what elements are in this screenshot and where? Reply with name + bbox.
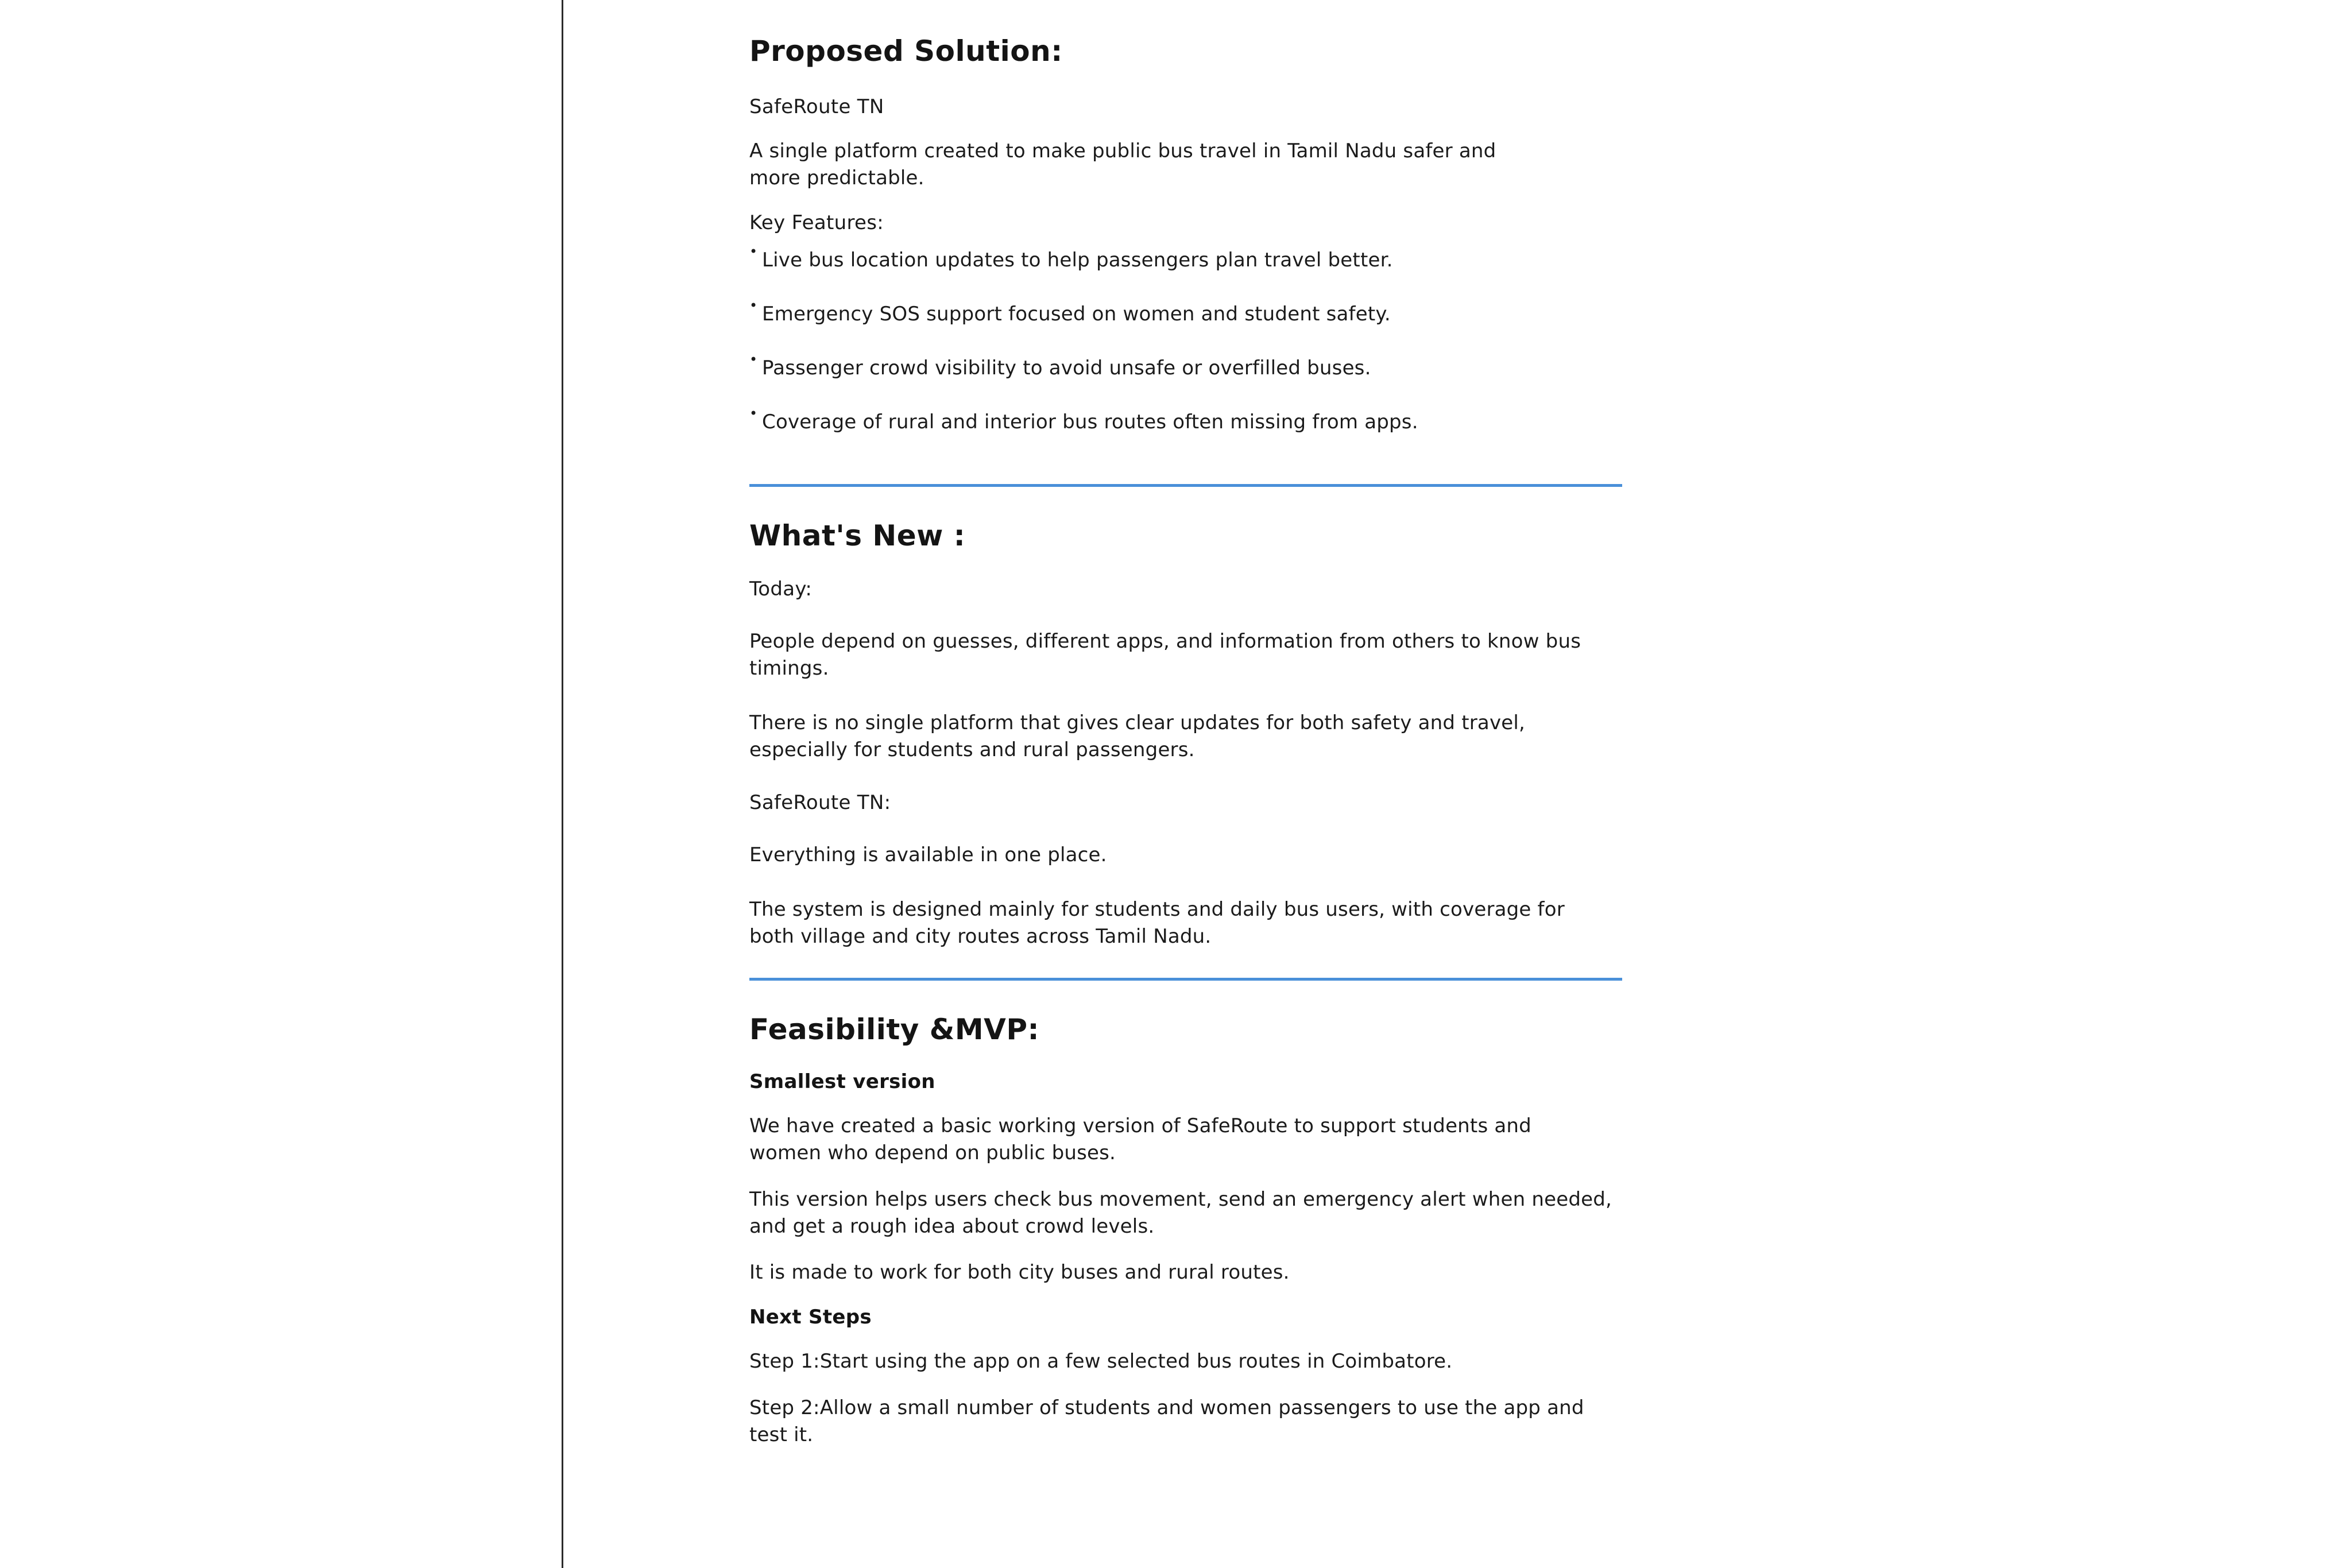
today-label: Today: (749, 578, 813, 601)
document-body (749, 0, 1622, 1449)
section-title-proposed-solution: Proposed Solution: (749, 34, 1063, 68)
saferoute-paragraph-1: Everything is available in one place. (749, 843, 1107, 867)
spacer-top (749, 0, 1622, 34)
spacer (749, 1093, 1622, 1113)
spacer (749, 981, 1622, 1013)
list-item: • Live bus location updates to help passengers plan travel better. (749, 247, 1622, 274)
key-features-list (749, 247, 1622, 436)
spacer (749, 950, 1622, 978)
next-steps-label: Next Steps (749, 1306, 872, 1329)
smallest-version-label: Smallest version (749, 1070, 935, 1093)
smallest-version-paragraph-2: This version helps users check bus movement, send an emergency alert when needed, and get a rough idea about crowd levels. (749, 1187, 1612, 1238)
next-step-2: Step 2:Allow a small number of students and women passengers to use the app and test it. (749, 1396, 1584, 1447)
spacer (749, 1329, 1622, 1348)
spacer (749, 1375, 1622, 1395)
spacer (749, 462, 1622, 484)
spacer (749, 1240, 1622, 1259)
spacer (749, 1046, 1622, 1070)
product-name-label: SafeRoute TN (749, 95, 884, 118)
proposed-solution-summary: A single platform created to make public bus travel in Tamil Nadu safer and more predictable. (749, 140, 1496, 189)
list-item: • Coverage of rural and interior bus routes often missing from apps. (749, 409, 1622, 436)
spacer (749, 118, 1622, 138)
next-step-1: Step 1:Start using the app on a few selected bus routes in Coimbatore. (749, 1350, 1453, 1373)
saferoute-paragraph-2: The system is designed mainly for students and daily bus users, with coverage for both village and city routes across Tamil Nadu. (749, 897, 1565, 948)
spacer (749, 814, 1622, 842)
section-title-whats-new: What's New : (749, 519, 966, 553)
today-paragraph-1: People depend on guesses, different apps, and information from others to know bus timings. (749, 630, 1581, 680)
section-title-feasibility-mvp: Feasibility &MVP: (749, 1012, 1039, 1046)
spacer (749, 682, 1622, 710)
spacer (749, 234, 1622, 247)
saferoute-label: SafeRoute TN: (749, 791, 891, 815)
page-gutter-line (562, 0, 563, 1568)
spacer (749, 487, 1622, 519)
spacer (749, 1286, 1622, 1306)
smallest-version-paragraph-1: We have created a basic working version of SafeRoute to support students and women who depend on public buses. (749, 1114, 1531, 1164)
spacer (749, 552, 1622, 578)
spacer (749, 1167, 1622, 1186)
list-item: • Emergency SOS support focused on women and student safety. (749, 301, 1622, 328)
smallest-version-paragraph-3: It is made to work for both city buses and rural routes. (749, 1261, 1290, 1284)
spacer (749, 68, 1622, 95)
key-features-label: Key Features: (749, 211, 884, 234)
spacer (749, 869, 1622, 896)
today-paragraph-2: There is no single platform that gives clear updates for both safety and travel, especially for students and rural passengers. (749, 711, 1526, 762)
list-item: • Passenger crowd visibility to avoid unsafe or overfilled buses. (749, 355, 1622, 382)
spacer (749, 764, 1622, 791)
spacer (749, 192, 1622, 211)
spacer (749, 601, 1622, 628)
